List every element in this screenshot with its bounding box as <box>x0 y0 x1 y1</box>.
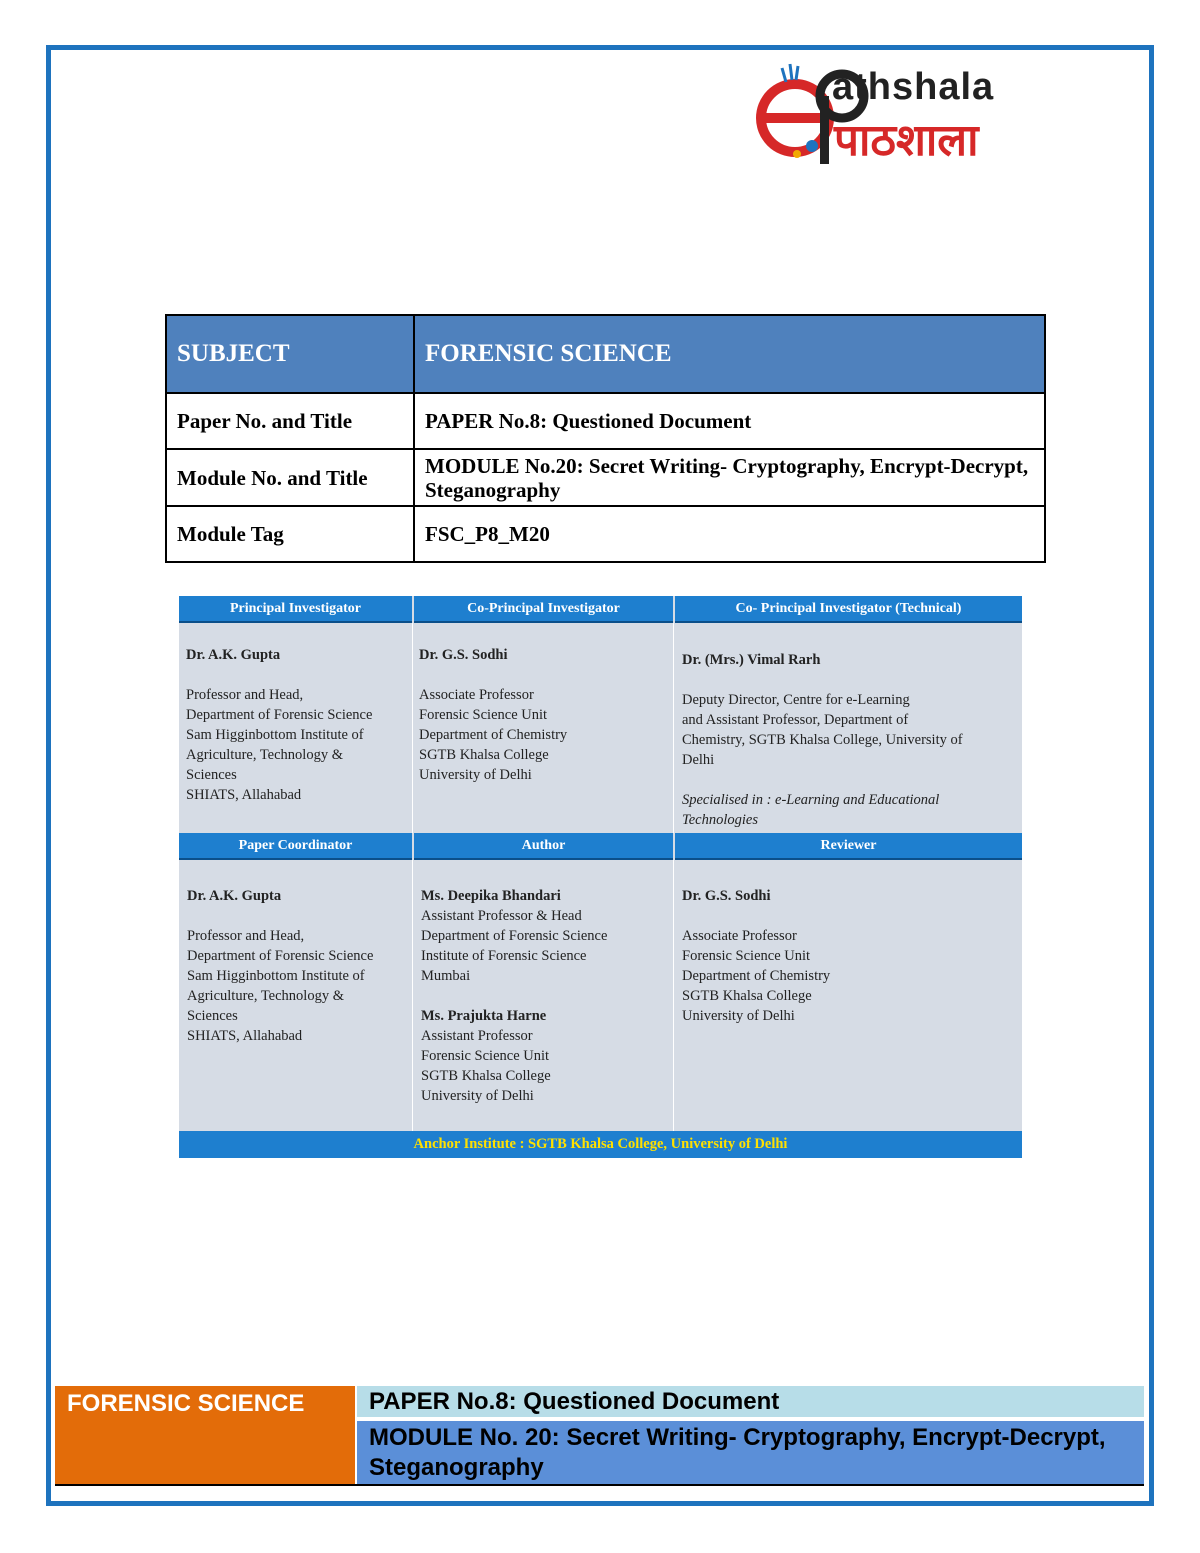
header-co-pi-technical: Co- Principal Investigator (Technical) <box>675 596 1022 623</box>
author2-line: Forensic Science Unit <box>421 1048 550 1064</box>
anchor-institute-bar: Anchor Institute : SGTB Khalsa College, University of Delhi <box>179 1131 1022 1158</box>
module-value: MODULE No.20: Secret Writing- Cryptography, Encrypt-Decrypt, Steganography <box>414 449 1045 506</box>
copi-line: Forensic Science Unit <box>419 707 548 723</box>
reviewer-line: SGTB Khalsa College <box>682 988 812 1004</box>
author2-name: Ms. Prajukta Harne <box>421 1008 547 1024</box>
table-row <box>166 393 1045 449</box>
copi-tech-line: Delhi <box>682 752 715 768</box>
copi-line: University of Delhi <box>419 767 532 783</box>
coordinator-line: SHIATS, Allahabad <box>187 1028 303 1044</box>
footer-rule <box>55 1484 1144 1486</box>
reviewer-line: Associate Professor <box>682 928 797 944</box>
copi-tech-line: Deputy Director, Centre for e-Learning <box>682 692 910 708</box>
footer-subject: FORENSIC SCIENCE <box>55 1386 355 1484</box>
column-divider <box>673 860 674 1131</box>
author1-line: Department of Forensic Science <box>421 928 608 944</box>
copi-name: Dr. G.S. Sodhi <box>419 647 508 663</box>
coordinator-line: Sam Higginbottom Institute of <box>187 968 365 984</box>
subject-header-row <box>166 315 1045 393</box>
table-row <box>166 449 1045 506</box>
subject-label: SUBJECT <box>166 315 414 393</box>
header-principal-investigator: Principal Investigator <box>179 596 412 623</box>
pi-line: Sam Higginbottom Institute of <box>186 727 364 743</box>
copi-tech-line: and Assistant Professor, Department of <box>682 712 909 728</box>
reviewer-line: University of Delhi <box>682 1008 795 1024</box>
coordinator-line: Department of Forensic Science <box>187 948 374 964</box>
epathshala-logo <box>750 58 1100 173</box>
reviewer-line: Department of Chemistry <box>682 968 831 984</box>
copi-details <box>419 645 671 785</box>
footer-module: MODULE No. 20: Secret Writing- Cryptography, Encrypt-Decrypt, Steganography <box>357 1421 1144 1484</box>
team-panel <box>179 596 1022 1158</box>
paper-value: PAPER No.8: Questioned Document <box>414 393 1045 449</box>
header-reviewer: Reviewer <box>675 833 1022 860</box>
copi-tech-name: Dr. (Mrs.) Vimal Rarh <box>682 652 821 668</box>
footer-paper: PAPER No.8: Questioned Document <box>357 1386 1144 1419</box>
copi-tech-details <box>682 650 1018 830</box>
page-footer <box>55 1386 1144 1484</box>
author2-line: University of Delhi <box>421 1088 534 1104</box>
coordinator-line: Agriculture, Technology & <box>187 988 344 1004</box>
table-row <box>166 506 1045 562</box>
logo-text-hindi: पाठशाला <box>834 115 979 166</box>
pi-line: Sciences <box>186 767 237 783</box>
reviewer-line: Forensic Science Unit <box>682 948 811 964</box>
pi-line: Agriculture, Technology & <box>186 747 343 763</box>
author1-line: Assistant Professor & Head <box>421 908 582 924</box>
coordinator-line: Sciences <box>187 1008 238 1024</box>
copi-tech-specialisation: Specialised in : e-Learning and Educational Technologies <box>682 792 940 828</box>
author1-line: Institute of Forensic Science <box>421 948 587 964</box>
module-tag-value: FSC_P8_M20 <box>414 506 1045 562</box>
column-divider <box>412 623 413 833</box>
pi-details <box>186 645 410 805</box>
author1-name: Ms. Deepika Bhandari <box>421 888 561 904</box>
header-co-principal-investigator: Co-Principal Investigator <box>414 596 673 623</box>
subject-value: FORENSIC SCIENCE <box>414 315 1045 393</box>
copi-line: Associate Professor <box>419 687 534 703</box>
module-label: Module No. and Title <box>166 449 414 506</box>
copi-line: Department of Chemistry <box>419 727 568 743</box>
coordinator-details <box>187 886 411 1046</box>
pi-line: Department of Forensic Science <box>186 707 373 723</box>
coordinator-name: Dr. A.K. Gupta <box>187 888 282 904</box>
coordinator-line: Professor and Head, <box>187 928 305 944</box>
subject-table <box>165 314 1046 563</box>
column-divider <box>412 860 413 1131</box>
module-tag-label: Module Tag <box>166 506 414 562</box>
pi-line: SHIATS, Allahabad <box>186 787 302 803</box>
column-divider <box>673 623 674 833</box>
author2-line: Assistant Professor <box>421 1028 533 1044</box>
paper-label: Paper No. and Title <box>166 393 414 449</box>
copi-line: SGTB Khalsa College <box>419 747 549 763</box>
header-author: Author <box>414 833 673 860</box>
pi-line: Professor and Head, <box>186 687 304 703</box>
author2-line: SGTB Khalsa College <box>421 1068 551 1084</box>
header-paper-coordinator: Paper Coordinator <box>179 833 412 860</box>
reviewer-name: Dr. G.S. Sodhi <box>682 888 771 904</box>
author1-line: Mumbai <box>421 968 471 984</box>
pi-name: Dr. A.K. Gupta <box>186 647 281 663</box>
author-details <box>421 886 671 1106</box>
logo-text-latin: athshala <box>832 66 995 108</box>
reviewer-details <box>682 886 1012 1026</box>
copi-tech-line: Chemistry, SGTB Khalsa College, University of <box>682 732 963 748</box>
